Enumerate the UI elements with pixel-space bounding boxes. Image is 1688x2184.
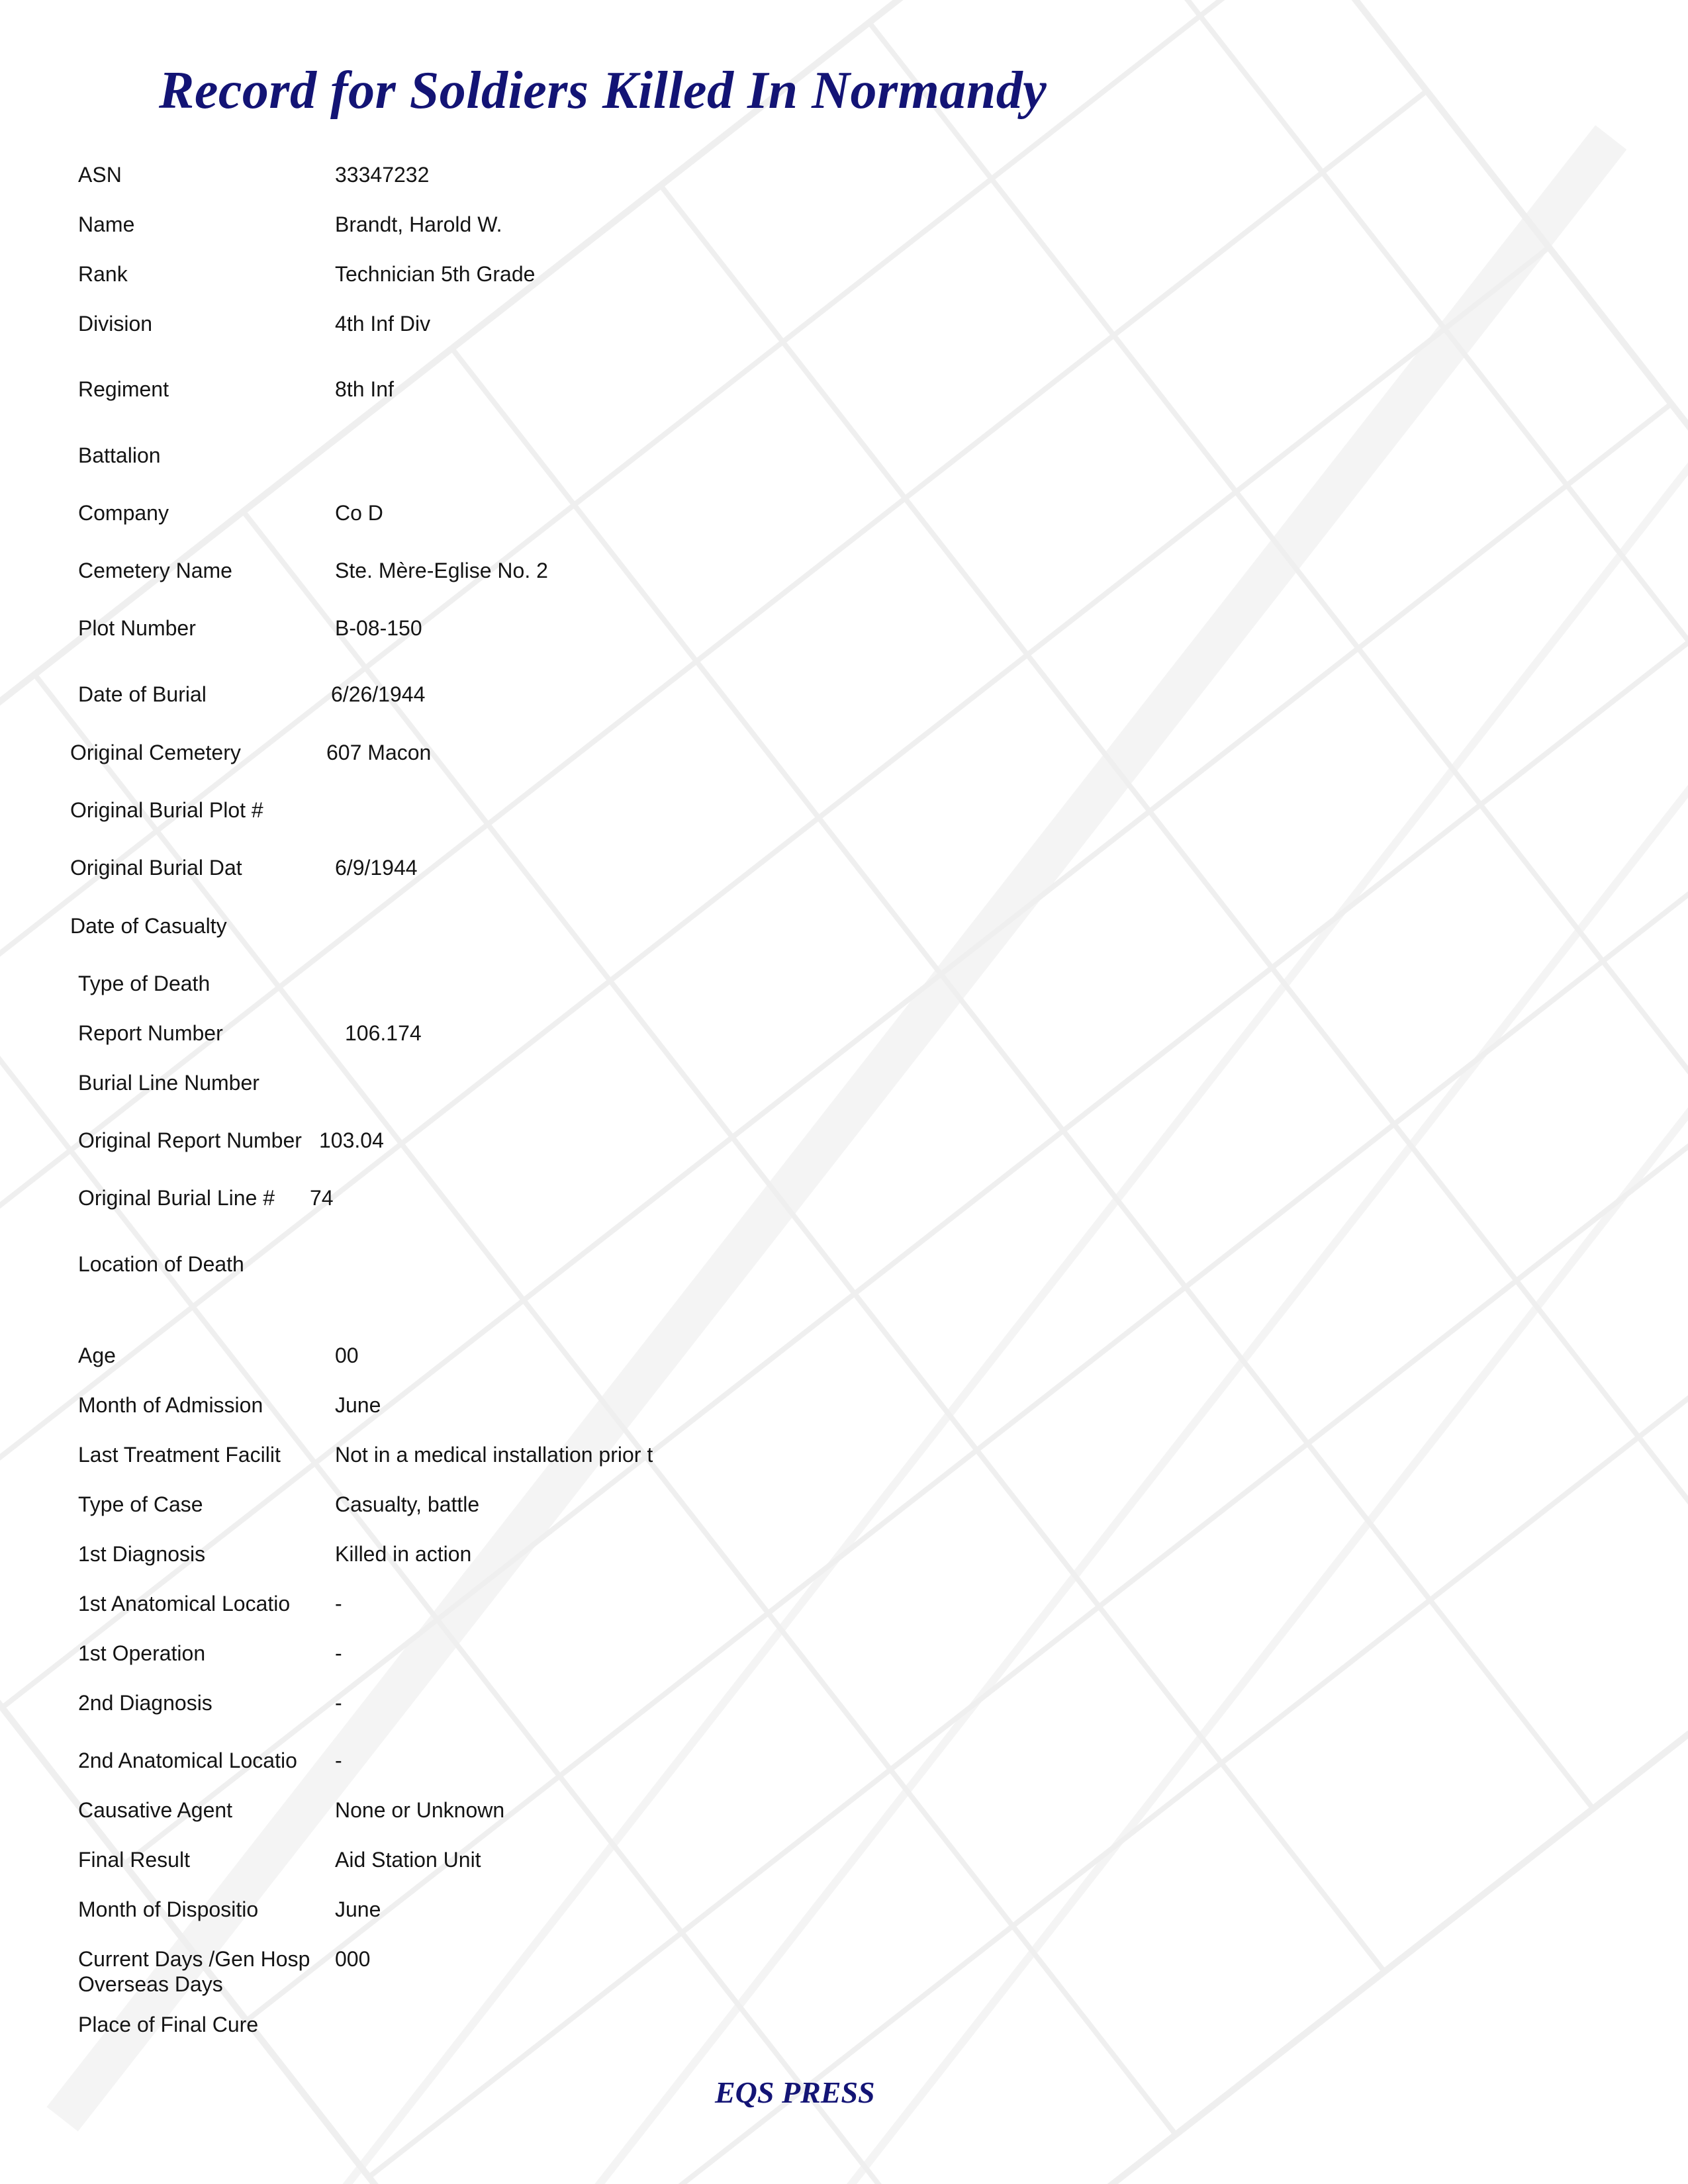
second-anatomical-location-value: - xyxy=(335,1749,342,1772)
current-days-label: Current Days /Gen Hosp xyxy=(78,1947,310,1971)
report-number-value: 106.174 xyxy=(345,1021,422,1045)
age-value: 00 xyxy=(335,1343,359,1367)
original-cemetery-label: Original Cemetery xyxy=(70,741,241,764)
final-result-value: Aid Station Unit xyxy=(335,1848,481,1872)
age-label: Age xyxy=(78,1343,116,1367)
causative-agent-value: None or Unknown xyxy=(335,1798,505,1822)
plot-number-value: B-08-150 xyxy=(335,616,422,640)
original-report-number-value: 103.04 xyxy=(319,1128,384,1152)
month-of-admission-value: June xyxy=(335,1393,381,1417)
regiment-label: Regiment xyxy=(78,377,169,401)
type-of-death-label: Type of Death xyxy=(78,972,211,995)
second-diagnosis-label: 2nd Diagnosis xyxy=(78,1691,212,1715)
last-treatment-facility-value: Not in a medical installation prior t xyxy=(335,1443,653,1467)
second-anatomical-location-label: 2nd Anatomical Locatio xyxy=(78,1749,297,1772)
company-label: Company xyxy=(78,501,169,525)
rank-value: Technician 5th Grade xyxy=(335,262,536,286)
first-diagnosis-value: Killed in action xyxy=(335,1542,472,1566)
causative-agent-label: Causative Agent xyxy=(78,1798,233,1822)
overseas-days-label: Overseas Days xyxy=(78,1972,223,1996)
first-operation-value: - xyxy=(335,1641,342,1665)
place-of-final-cure-label: Place of Final Cure xyxy=(78,2013,259,2036)
first-anatomical-location-value: - xyxy=(335,1592,342,1615)
original-burial-plot-label: Original Burial Plot # xyxy=(70,798,263,822)
final-result-label: Final Result xyxy=(78,1848,190,1872)
last-treatment-facility-label: Last Treatment Facilit xyxy=(78,1443,281,1467)
name-value: Brandt, Harold W. xyxy=(335,212,502,236)
first-diagnosis-label: 1st Diagnosis xyxy=(78,1542,206,1566)
regiment-value: 8th Inf xyxy=(335,377,394,401)
original-report-number-label: Original Report Number xyxy=(78,1128,302,1152)
original-burial-line-label: Original Burial Line # xyxy=(78,1186,275,1210)
name-label: Name xyxy=(78,212,135,236)
original-burial-date-value: 6/9/1944 xyxy=(335,856,418,880)
second-diagnosis-value: - xyxy=(335,1691,342,1715)
cemetery-name-label: Cemetery Name xyxy=(78,559,232,582)
first-operation-label: 1st Operation xyxy=(78,1641,206,1665)
report-number-label: Report Number xyxy=(78,1021,223,1045)
burial-line-number-label: Burial Line Number xyxy=(78,1071,259,1095)
month-of-disposition-value: June xyxy=(335,1897,381,1921)
company-value: Co D xyxy=(335,501,383,525)
month-of-disposition-label: Month of Dispositio xyxy=(78,1897,259,1921)
type-of-case-value: Casualty, battle xyxy=(335,1492,480,1516)
original-burial-date-label: Original Burial Dat xyxy=(70,856,242,880)
type-of-case-label: Type of Case xyxy=(78,1492,203,1516)
page-title: Record for Soldiers Killed In Normandy xyxy=(159,62,1047,120)
month-of-admission-label: Month of Admission xyxy=(78,1393,263,1417)
battalion-label: Battalion xyxy=(78,443,161,467)
publisher-footer: EQS PRESS xyxy=(715,2075,875,2109)
first-anatomical-location-label: 1st Anatomical Locatio xyxy=(78,1592,291,1615)
division-value: 4th Inf Div xyxy=(335,312,431,336)
original-burial-line-value: 74 xyxy=(310,1186,334,1210)
plot-number-label: Plot Number xyxy=(78,616,196,640)
rank-label: Rank xyxy=(78,262,128,286)
date-of-casualty-label: Date of Casualty xyxy=(70,914,227,938)
division-label: Division xyxy=(78,312,153,336)
location-of-death-label: Location of Death xyxy=(78,1252,244,1276)
cemetery-name-value: Ste. Mère-Eglise No. 2 xyxy=(335,559,548,582)
original-cemetery-value: 607 Macon xyxy=(326,741,432,764)
date-of-burial-label: Date of Burial xyxy=(78,682,207,706)
date-of-burial-value: 6/26/1944 xyxy=(331,682,426,706)
asn-label: ASN xyxy=(78,163,122,187)
current-days-value: 000 xyxy=(335,1947,371,1971)
asn-value: 33347232 xyxy=(335,163,430,187)
